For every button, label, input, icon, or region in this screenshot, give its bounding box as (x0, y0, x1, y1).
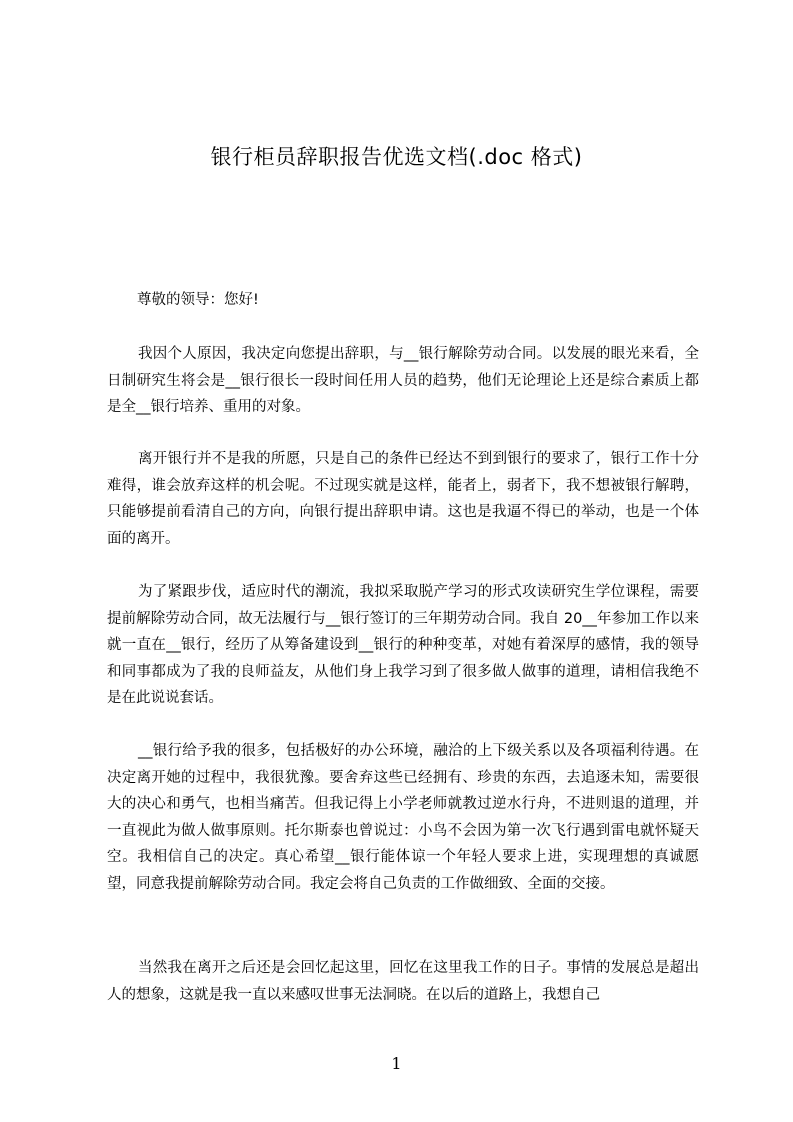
body-paragraph-2: 离开银行并不是我的所愿，只是自己的条件已经达不到到银行的要求了，银行工作十分难得，谁会放弃这样的机会呢。不过现实就是这样，能者上，弱者下，我不想被银行解聘，只能够提前看清自己的方向，向银行提出辞职申请。这也是我逼不得已的举动，也是一个体面的离开。 (107, 451, 699, 547)
body-paragraph-5: 当然我在离开之后还是会回忆起这里，回忆在这里我工作的日子。事情的发展总是超出人的想象，这就是我一直以来感叹世事无法洞晓。在以后的道路上，我想自己 (107, 960, 699, 1003)
page-number: 1 (391, 1054, 402, 1073)
salutation: 尊敬的领导：您好! (137, 292, 259, 308)
body-paragraph-4: __银行给予我的很多，包括极好的办公环境，融洽的上下级关系以及各项福利待遇。在决定离开她的过程中，我很犹豫。要舍弃这些已经拥有、珍贵的东西，去追逐未知，需要很大的决心和勇气，也相当痛苦。但我记得上小学老师就教过逆水行舟，不进则退的道理，并一直视此为做人做事原则。托尔斯泰也曾说过：小鸟不会因为第一次飞行遇到雷电就怀疑天空。我相信自己的决定。真心希望__银行能体谅一个年轻人要求上进，实现理想的真诚愿望，同意我提前解除劳动合同。我定会将自己负责的工作做细致、全面的交接。 (107, 743, 699, 892)
body-paragraph-1: 我因个人原因，我决定向您提出辞职，与__银行解除劳动合同。以发展的眼光来看，全日制研究生将会是__银行很长一段时间任用人员的趋势，他们无论理论上还是综合素质上都是全__银行培养、重用的对象。 (107, 346, 699, 416)
body-paragraph-3: 为了紧跟步伐，适应时代的潮流，我拟采取脱产学习的形式攻读研究生学位课程，需要提前解除劳动合同，故无法履行与__银行签订的三年期劳动合同。我自 20__年参加工作以来就一直在__银行，经历了从筹备建设到__银行的种种变革，对她有着深厚的感情，我的领导和同事都成为了我的良师益友，从他们身上我学习到了很多做人做事的道理，请相信我绝不是在此说说套话。 (107, 584, 699, 707)
document-title: 银行柜员辞职报告优选文档(.doc 格式) (210, 145, 583, 169)
